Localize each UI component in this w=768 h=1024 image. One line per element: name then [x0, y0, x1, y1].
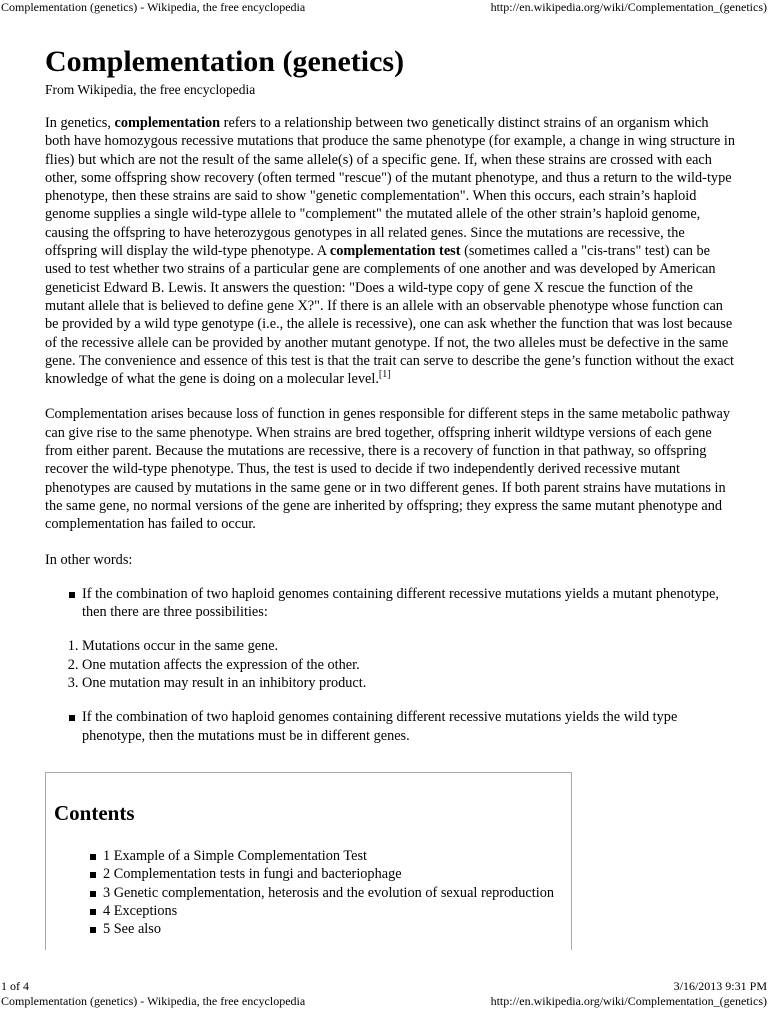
page-number: 1 of 4: [1, 979, 29, 993]
list-item-text: If the combination of two haploid genomes containing different recessive mutations yields a mutant phenotype, then there are three possibilities:: [82, 585, 719, 621]
list-item: [82, 708, 735, 745]
bullet-list-2: [45, 708, 735, 745]
toc-link[interactable]: 3 Genetic complementation, heterosis and the evolution of sexual reproduction: [103, 884, 555, 901]
print-header-title: Complementation (genetics) - Wikipedia, the free encyclopedia: [1, 0, 306, 14]
bullet-list-1: [45, 585, 735, 622]
toc-item[interactable]: [103, 884, 554, 902]
intro-text-c: refers to a relationship between two genetically distinct strains of an organism which both have homozygous recessive mutations that produce the same phenotype (for example, a change in wing structure in flies) but which are not the result of the same allele(s) of a specific gene. If, when these strains are crossed with each other, some offspring show recovery (often termed "rescue") of the mutant phenotype, and thus a return to the wild-type phenotype, then these strains are said to show "genetic complementation". When this occurs, each strain’s haploid genome supplies a single wild-type allele to "complement" the mutated allele of the other strain’s haploid genome, causing the offspring to have heterozygous genotypes in all related genes. Since the mutations are recessive, the offspring will display the wild-type phenotype. A: [45, 115, 736, 260]
toc-item[interactable]: [103, 847, 554, 865]
print-footer-title-line: [0, 994, 768, 1008]
toc-item[interactable]: [103, 902, 554, 920]
reference-link[interactable]: [1]: [378, 369, 391, 381]
toc-link[interactable]: 2 Complementation tests in fungi and bacteriophage: [103, 866, 402, 883]
numbered-item: 1. Mutations occur in the same gene.: [82, 637, 735, 655]
toc-item[interactable]: [103, 920, 554, 938]
toc-link[interactable]: 5 See also: [103, 921, 161, 938]
numbered-item: 2. One mutation affects the expression of the other.: [82, 656, 735, 674]
print-footer-page-line: [0, 979, 768, 993]
print-datetime: 3/16/2013 9:31 PM: [673, 979, 767, 993]
page-title: Complementation (genetics): [45, 45, 405, 78]
term-complementation: complementation: [114, 115, 221, 131]
square-bullet-icon: [90, 909, 96, 915]
print-header-url: http://en.wikipedia.org/wiki/Complementation_(genetics): [490, 0, 767, 14]
toc-item[interactable]: [103, 865, 554, 883]
toc-link[interactable]: 4 Exceptions: [103, 902, 178, 919]
tagline: From Wikipedia, the free encyclopedia: [45, 82, 256, 97]
print-footer-title: Complementation (genetics) - Wikipedia, the free encyclopedia: [1, 994, 306, 1008]
toc-list: [66, 847, 554, 938]
print-header: [0, 0, 768, 14]
square-bullet-icon: [69, 715, 75, 721]
article-body: [45, 114, 735, 745]
toc-link[interactable]: 1 Example of a Simple Complementation Test: [103, 848, 367, 864]
list-item-text: If the combination of two haploid genomes containing different recessive mutations yields the wild type phenotype, then the mutations must be in different genes.: [82, 709, 678, 744]
paragraph-3: In other words:: [45, 551, 133, 568]
numbered-list: [45, 637, 735, 692]
square-bullet-icon: [69, 592, 75, 598]
square-bullet-icon: [90, 872, 96, 878]
table-of-contents: [45, 772, 572, 950]
numbered-item: 3. One mutation may result in an inhibitory product.: [82, 674, 735, 692]
intro-text-e: (sometimes called a "cis-trans" test) can be used to test whether two strains of a particular gene are complements of one another and was developed by American geneticist Edward B. Lewis. It answers the question: "Does a wild-type copy of gene X rescue the function of the mutant allele that is believed to define gene X?". If there is an allele with an observable phenotype whose function can be provided by a wild type genotype (i.e., the allele is recessive), one can ask whether the function that was lost because of the recessive allele can be provided by another mutant genotype. If not, the two alleles must be defective in the same gene. The convenience and essence of this test is that the trait can serve to describe the gene’s function without the exact knowledge of what the gene is doing on a molecular level.: [45, 243, 734, 388]
list-item: [82, 585, 735, 622]
intro-text-a: In genetics,: [45, 115, 115, 131]
paragraph-2: Complementation arises because loss of function in genes responsible for different steps in the same metabolic pathway can give rise to the same phenotype. When strains are bred together, offspring inherit wildtype versions of each gene from either parent. Because the mutations are recessive, there is a recovery of function in that pathway, so offspring recover the wild-type phenotype. Thus, the test is used to decide if two independently derived recessive mutant phenotypes are caused by mutations in the same gene or in two different genes. If both parent strains have mutations in the same gene, no normal versions of the gene are inherited by offspring; they express the same mutant phenotype and complementation has failed to occur.: [45, 406, 731, 533]
square-bullet-icon: [90, 927, 96, 933]
toc-title: Contents: [54, 801, 135, 825]
print-footer-url: http://en.wikipedia.org/wiki/Complementation_(genetics): [490, 994, 767, 1008]
square-bullet-icon: [90, 854, 96, 860]
square-bullet-icon: [90, 891, 96, 897]
term-complementation-test: complementation test: [329, 243, 461, 260]
intro-paragraph: [45, 114, 735, 388]
